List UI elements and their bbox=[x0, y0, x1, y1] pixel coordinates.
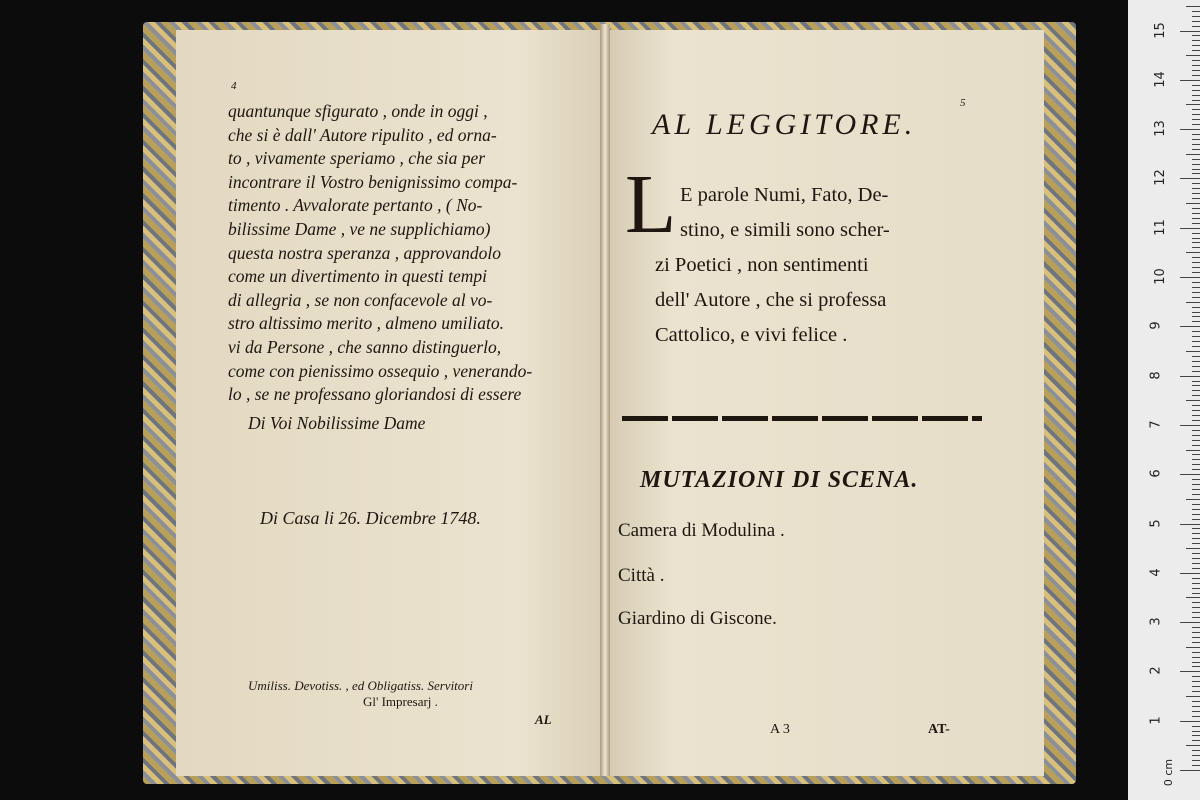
scene-item: Camera di Modulina . bbox=[618, 520, 785, 541]
ruler-tick bbox=[1192, 75, 1200, 76]
text-line: Cattolico, e vivi felice . bbox=[655, 324, 848, 346]
ruler-tick bbox=[1192, 657, 1200, 658]
ruler-tick bbox=[1192, 415, 1200, 416]
text-line: quantunque sfigurato , onde in oggi , bbox=[228, 101, 488, 121]
right-page-body bbox=[655, 178, 890, 353]
text-line: vi da Persone , che sanno distinguerlo, bbox=[228, 336, 502, 357]
ruler-tick bbox=[1192, 119, 1200, 120]
ruler-tick bbox=[1192, 50, 1200, 51]
ruler-tick bbox=[1192, 612, 1200, 613]
ruler-tick bbox=[1180, 622, 1200, 623]
text-line: bilissime Dame , ve ne supplichiamo) bbox=[228, 218, 491, 239]
ruler-number: 5 bbox=[1148, 518, 1164, 528]
ruler-tick bbox=[1192, 538, 1200, 539]
ruler-tick bbox=[1192, 292, 1200, 293]
ruler-tick bbox=[1192, 479, 1200, 480]
ruler-tick bbox=[1192, 336, 1200, 337]
ruler-tick bbox=[1192, 578, 1200, 579]
ruler-number: 7 bbox=[1148, 420, 1164, 429]
ruler-tick bbox=[1192, 282, 1200, 283]
ruler-tick bbox=[1180, 376, 1200, 377]
ruler-tick bbox=[1192, 627, 1200, 628]
ruler-tick bbox=[1192, 484, 1200, 485]
ruler-tick bbox=[1192, 95, 1200, 96]
ruler-tick bbox=[1192, 632, 1200, 633]
ruler-tick bbox=[1186, 55, 1200, 56]
ruler-tick bbox=[1192, 533, 1200, 534]
ruler-tick bbox=[1186, 351, 1200, 352]
ruler-tick bbox=[1192, 26, 1200, 27]
scene-item: Città . bbox=[618, 565, 665, 586]
ruler-tick bbox=[1186, 104, 1200, 105]
ruler-number: 10 bbox=[1152, 268, 1168, 285]
ruler-number: 12 bbox=[1152, 169, 1168, 187]
ruler-tick bbox=[1192, 100, 1200, 101]
ruler-number: 11 bbox=[1152, 218, 1168, 236]
ruler-tick bbox=[1186, 745, 1200, 746]
signature-line-2: Gl' Impresarj . bbox=[363, 694, 438, 709]
ruler-tick bbox=[1192, 593, 1200, 594]
closing-line: Di Voi Nobilissime Dame bbox=[248, 413, 426, 433]
ruler-tick bbox=[1192, 45, 1200, 46]
ruler-number: 15 bbox=[1152, 21, 1168, 39]
ruler-tick bbox=[1192, 307, 1200, 308]
ruler-tick bbox=[1192, 706, 1200, 707]
ruler-tick bbox=[1180, 524, 1200, 525]
date-line: Di Casa li 26. Dicembre 1748. bbox=[260, 508, 481, 528]
ruler-tick bbox=[1192, 183, 1200, 184]
ruler-tick bbox=[1186, 548, 1200, 549]
text-line: che si è dall' Autore ripulito , ed orna- bbox=[228, 124, 497, 145]
ruler-tick bbox=[1186, 6, 1200, 7]
ruler-tick bbox=[1192, 410, 1200, 411]
ruler-tick bbox=[1192, 686, 1200, 687]
ruler-tick bbox=[1192, 272, 1200, 273]
ruler-tick bbox=[1192, 144, 1200, 145]
ruler-tick bbox=[1192, 218, 1200, 219]
ruler-tick bbox=[1186, 252, 1200, 253]
ruler-number: 8 bbox=[1148, 370, 1164, 380]
ruler-tick bbox=[1192, 543, 1200, 544]
ruler-tick bbox=[1192, 676, 1200, 677]
ruler-tick bbox=[1180, 721, 1200, 722]
ruler-tick bbox=[1192, 637, 1200, 638]
text-line: E parole Numi, Fato, De- bbox=[680, 184, 889, 206]
text-line: come con pienissimo ossequio , venerando- bbox=[228, 360, 533, 381]
ruler-tick bbox=[1192, 341, 1200, 342]
ruler-tick bbox=[1192, 371, 1200, 372]
ruler-tick bbox=[1180, 228, 1200, 229]
ruler-tick bbox=[1192, 159, 1200, 160]
ruler-tick bbox=[1192, 213, 1200, 214]
book-gutter bbox=[600, 24, 610, 776]
catchword-right: AT- bbox=[928, 722, 950, 737]
text-line: zi Poetici , non sentimenti bbox=[655, 254, 869, 276]
ruler-tick bbox=[1192, 464, 1200, 465]
ruler-tick bbox=[1192, 60, 1200, 61]
ruler-number: 3 bbox=[1148, 617, 1164, 626]
ruler-tick bbox=[1192, 312, 1200, 313]
ruler-tick bbox=[1192, 366, 1200, 367]
ruler-tick bbox=[1192, 711, 1200, 712]
ruler-number: 2 bbox=[1148, 666, 1164, 676]
signature-line: Umiliss. Devotiss. , ed Obligatiss. Servitori bbox=[248, 678, 473, 693]
ruler-tick bbox=[1186, 450, 1200, 451]
ruler-tick bbox=[1192, 489, 1200, 490]
ruler-tick bbox=[1192, 149, 1200, 150]
scene-title: MUTAZIONI DI SCENA. bbox=[640, 467, 919, 493]
text-line: incontrare il Vostro benignissimo compa- bbox=[228, 171, 518, 192]
text-line: timento . Avvalorate pertanto , ( No- bbox=[228, 195, 483, 216]
left-page-number: 4 bbox=[231, 80, 237, 92]
ruler-tick bbox=[1186, 499, 1200, 500]
ruler-number: 13 bbox=[1152, 120, 1168, 137]
ruler-unit-label: 0 cm bbox=[1162, 758, 1176, 787]
ruler-tick bbox=[1192, 519, 1200, 520]
ruler-tick bbox=[1186, 203, 1200, 204]
ruler-tick bbox=[1192, 331, 1200, 332]
ruler-number: 1 bbox=[1148, 716, 1164, 725]
ruler-tick bbox=[1192, 755, 1200, 756]
ruler-tick bbox=[1192, 267, 1200, 268]
left-page-body bbox=[228, 100, 532, 407]
ruler-tick bbox=[1192, 169, 1200, 170]
ruler-tick bbox=[1192, 390, 1200, 391]
ruler-tick bbox=[1192, 188, 1200, 189]
ruler-tick bbox=[1192, 385, 1200, 386]
ruler-tick bbox=[1192, 494, 1200, 495]
ruler-tick bbox=[1186, 154, 1200, 155]
ruler-tick bbox=[1192, 454, 1200, 455]
ruler-tick bbox=[1192, 198, 1200, 199]
scene-item: Giardino di Giscone. bbox=[618, 608, 777, 629]
ruler-tick bbox=[1192, 90, 1200, 91]
ruler-tick bbox=[1192, 568, 1200, 569]
ruler-tick bbox=[1192, 701, 1200, 702]
ruler-number: 6 bbox=[1148, 469, 1164, 478]
ruler-tick bbox=[1192, 504, 1200, 505]
ruler-tick bbox=[1192, 223, 1200, 224]
ruler-tick bbox=[1192, 563, 1200, 564]
ruler-tick bbox=[1192, 321, 1200, 322]
text-line: to , vivamente speriamo , che sia per bbox=[228, 148, 486, 169]
ruler-tick bbox=[1192, 642, 1200, 643]
ruler-tick bbox=[1186, 597, 1200, 598]
text-line: lo , se ne professano gloriandosi di essere bbox=[228, 384, 522, 405]
ruler-tick bbox=[1180, 80, 1200, 81]
ruler-tick bbox=[1192, 139, 1200, 140]
ruler-tick bbox=[1192, 287, 1200, 288]
ruler-tick bbox=[1192, 459, 1200, 460]
ruler-tick bbox=[1192, 395, 1200, 396]
ruler-tick bbox=[1186, 647, 1200, 648]
ruler-tick bbox=[1192, 750, 1200, 751]
ruler-tick bbox=[1192, 173, 1200, 174]
ruler-tick bbox=[1192, 617, 1200, 618]
catchword-left: AL bbox=[535, 712, 552, 727]
ruler-tick bbox=[1192, 716, 1200, 717]
ruler-tick bbox=[1192, 662, 1200, 663]
right-page-number: 5 bbox=[960, 97, 966, 109]
ruler-tick bbox=[1180, 770, 1200, 771]
ruler-tick bbox=[1192, 16, 1200, 17]
ruler-tick bbox=[1192, 726, 1200, 727]
text-line: questa nostra speranza , approvandolo bbox=[228, 242, 502, 263]
ruler-tick bbox=[1192, 40, 1200, 41]
divider-rule bbox=[622, 416, 982, 421]
ruler-tick bbox=[1192, 262, 1200, 263]
page-heading: AL LEGGITORE. bbox=[652, 108, 917, 141]
ruler-tick bbox=[1192, 760, 1200, 761]
ruler-tick bbox=[1192, 70, 1200, 71]
text-line: stino, e simili sono scher- bbox=[680, 219, 890, 241]
ruler-tick bbox=[1192, 381, 1200, 382]
ruler-tick bbox=[1192, 35, 1200, 36]
ruler-tick bbox=[1192, 553, 1200, 554]
ruler-tick bbox=[1192, 114, 1200, 115]
ruler-tick bbox=[1192, 242, 1200, 243]
ruler-tick bbox=[1180, 425, 1200, 426]
ruler-tick bbox=[1180, 31, 1200, 32]
ruler-tick bbox=[1192, 356, 1200, 357]
ruler-tick bbox=[1186, 302, 1200, 303]
ruler-tick bbox=[1192, 440, 1200, 441]
ruler-tick bbox=[1192, 735, 1200, 736]
ruler-tick bbox=[1192, 731, 1200, 732]
ruler-tick bbox=[1192, 247, 1200, 248]
drop-cap: L bbox=[625, 158, 677, 251]
ruler-tick bbox=[1192, 765, 1200, 766]
ruler-tick bbox=[1192, 607, 1200, 608]
ruler-tick bbox=[1192, 652, 1200, 653]
text-line: stro altissimo merito , almeno umiliato. bbox=[228, 313, 504, 334]
ruler-tick bbox=[1192, 445, 1200, 446]
ruler-tick bbox=[1192, 164, 1200, 165]
ruler-tick bbox=[1192, 21, 1200, 22]
text-line: dell' Autore , che si professa bbox=[655, 289, 887, 311]
text-line: come un divertimento in questi tempi bbox=[228, 266, 488, 287]
ruler-tick bbox=[1192, 405, 1200, 406]
ruler-tick bbox=[1192, 361, 1200, 362]
ruler-tick bbox=[1192, 430, 1200, 431]
ruler-tick bbox=[1192, 124, 1200, 125]
ruler-tick bbox=[1192, 558, 1200, 559]
ruler-tick bbox=[1192, 420, 1200, 421]
ruler-tick bbox=[1192, 681, 1200, 682]
ruler-tick bbox=[1180, 573, 1200, 574]
ruler-number: 4 bbox=[1148, 568, 1164, 577]
ruler-tick bbox=[1186, 696, 1200, 697]
ruler-tick bbox=[1192, 514, 1200, 515]
ruler-tick bbox=[1180, 326, 1200, 327]
ruler-tick bbox=[1192, 583, 1200, 584]
ruler-tick bbox=[1192, 588, 1200, 589]
ruler-tick bbox=[1192, 740, 1200, 741]
ruler-tick bbox=[1180, 129, 1200, 130]
signature-mark: A 3 bbox=[770, 722, 790, 737]
ruler-tick bbox=[1192, 316, 1200, 317]
ruler-tick bbox=[1180, 671, 1200, 672]
ruler-tick bbox=[1192, 109, 1200, 110]
ruler-tick bbox=[1192, 691, 1200, 692]
ruler-tick bbox=[1192, 666, 1200, 667]
ruler-tick bbox=[1192, 346, 1200, 347]
ruler-tick bbox=[1192, 85, 1200, 86]
ruler-tick bbox=[1192, 435, 1200, 436]
ruler-tick bbox=[1192, 233, 1200, 234]
ruler-number: 14 bbox=[1152, 71, 1168, 88]
ruler-tick bbox=[1192, 509, 1200, 510]
ruler-number: 9 bbox=[1148, 321, 1164, 330]
ruler-tick bbox=[1192, 469, 1200, 470]
ruler-tick bbox=[1192, 297, 1200, 298]
ruler-tick bbox=[1192, 11, 1200, 12]
ruler-tick bbox=[1186, 400, 1200, 401]
ruler-tick bbox=[1192, 528, 1200, 529]
ruler-tick bbox=[1192, 134, 1200, 135]
text-line: di allegria , se non confacevole al vo- bbox=[228, 289, 493, 310]
ruler-tick bbox=[1192, 602, 1200, 603]
ruler-tick bbox=[1192, 208, 1200, 209]
ruler-tick bbox=[1192, 193, 1200, 194]
ruler-tick bbox=[1192, 65, 1200, 66]
ruler-tick bbox=[1180, 178, 1200, 179]
ruler-tick bbox=[1192, 257, 1200, 258]
ruler-tick bbox=[1180, 277, 1200, 278]
ruler-tick bbox=[1180, 474, 1200, 475]
ruler-tick bbox=[1192, 238, 1200, 239]
